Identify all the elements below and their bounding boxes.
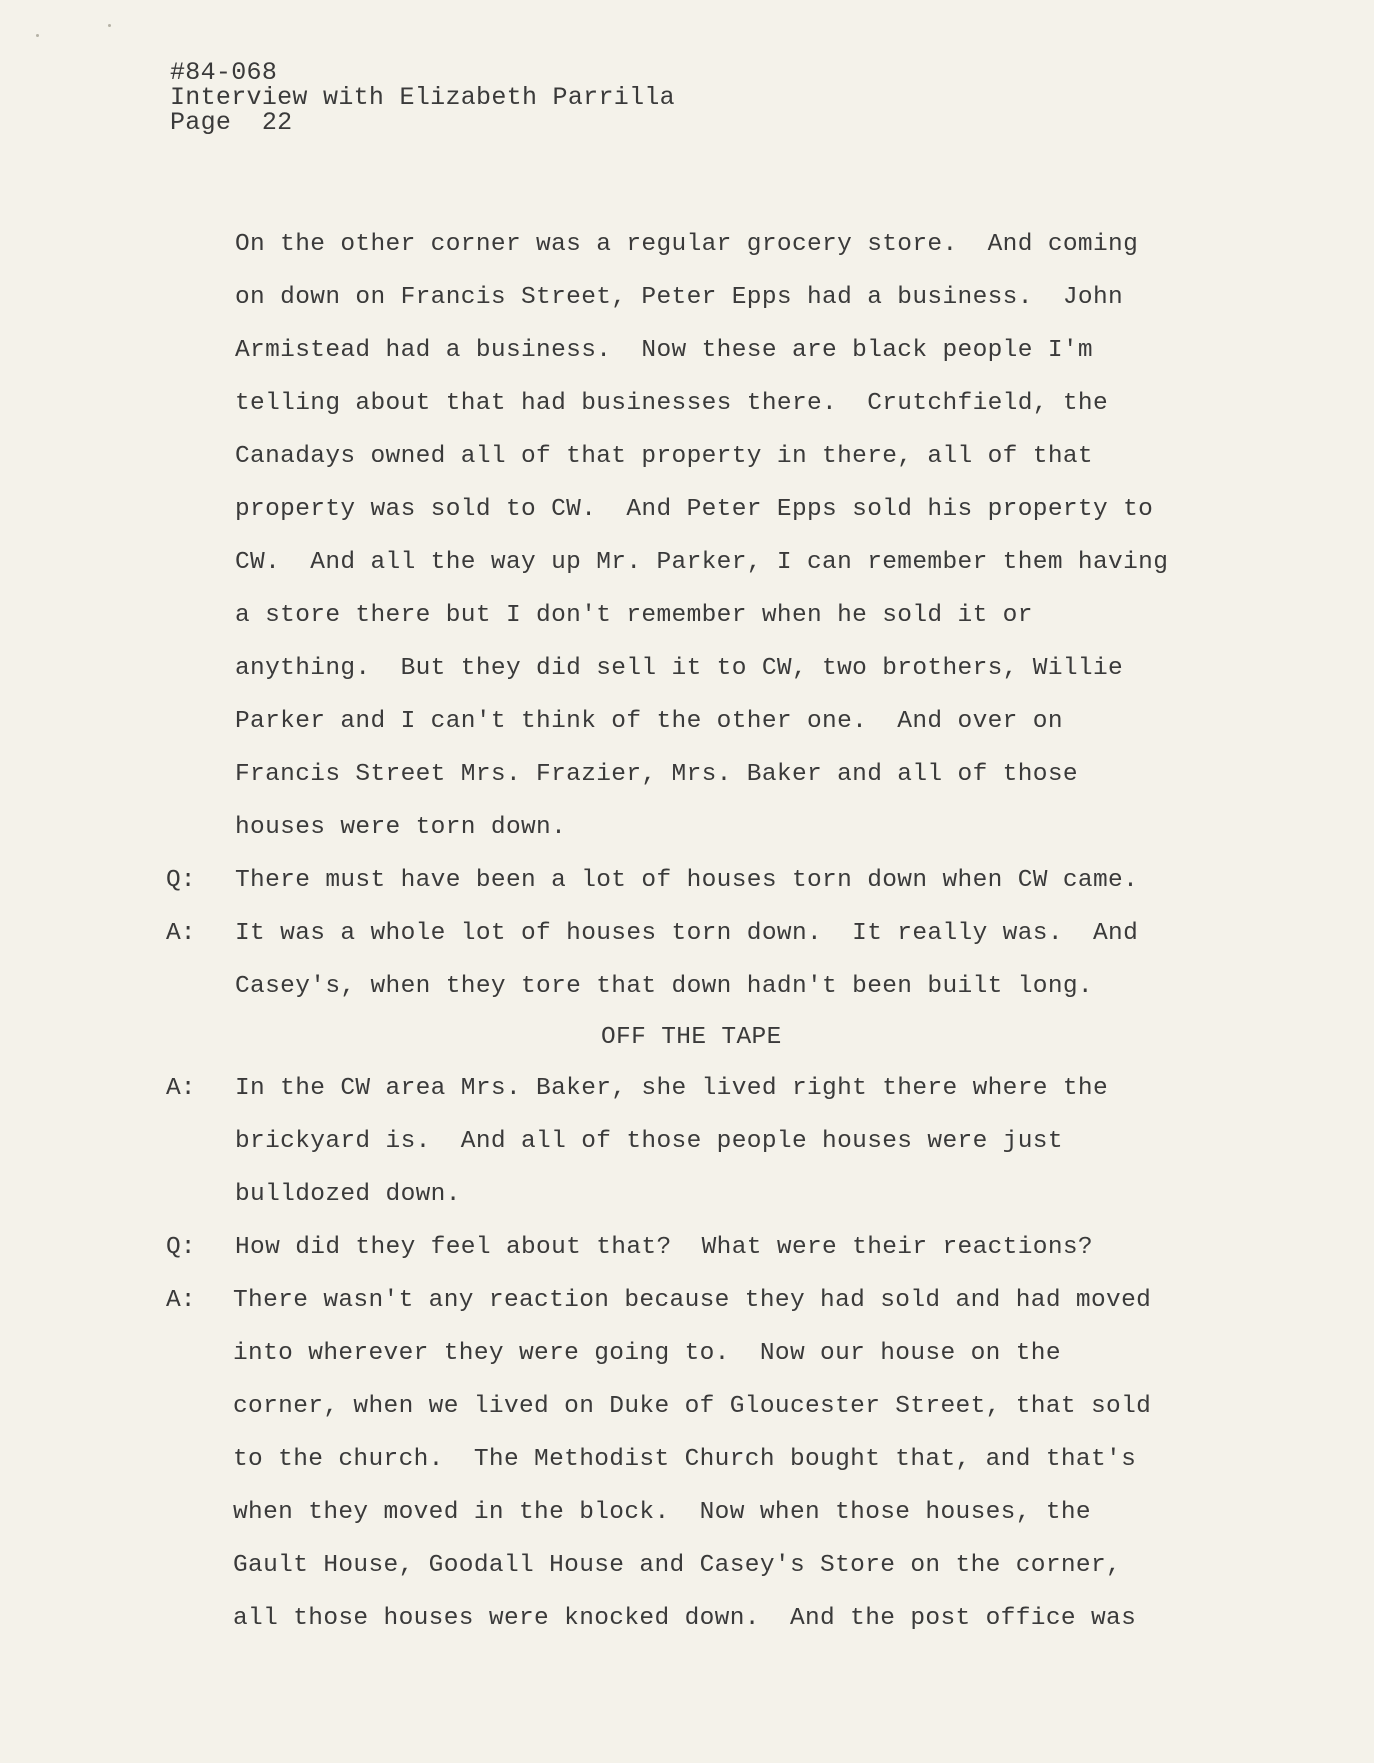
answer-line: In the CW area Mrs. Baker, she lived right there where the [235,1075,1109,1102]
answer-line: all those houses were knocked down. And the post office was [233,1605,1137,1632]
transcript-line: Canadays owned all of that property in there, all of that [235,443,1093,470]
answer-line: bulldozed down. [235,1181,461,1208]
transcript-line: anything. But they did sell it to CW, two brothers, Willie [235,655,1124,682]
transcript-line: property was sold to CW. And Peter Epps sold his property to [235,496,1154,523]
speaker-label-q: Q: [166,1234,196,1261]
speaker-label-a: A: [166,1075,196,1102]
transcript-line: Parker and I can't think of the other one. And over on [235,708,1063,735]
interview-title: Interview with Elizabeth Parrilla [170,83,675,112]
answer-line: to the church. The Methodist Church bought that, and that's [233,1446,1137,1473]
transcript-line: telling about that had businesses there. Crutchfield, the [235,390,1109,417]
transcript-line: Francis Street Mrs. Frazier, Mrs. Baker and all of those [235,761,1078,788]
page-number: Page 22 [170,108,293,137]
answer-line: Gault House, Goodall House and Casey's Store on the corner, [233,1552,1122,1579]
paper-speck [108,24,111,27]
transcript-line: CW. And all the way up Mr. Parker, I can remember them having [235,549,1169,576]
transcript-line: Armistead had a business. Now these are black people I'm [235,337,1093,364]
speaker-label-a: A: [166,1287,196,1314]
transcript-line: On the other corner was a regular grocery store. And coming [235,231,1139,258]
answer-line: corner, when we lived on Duke of Gloucester Street, that sold [233,1393,1152,1420]
answer-line: Casey's, when they tore that down hadn't been built long. [235,973,1093,1000]
speaker-label-q: Q: [166,867,196,894]
speaker-label-a: A: [166,920,196,947]
answer-line: brickyard is. And all of those people houses were just [235,1128,1063,1155]
answer-line: into wherever they were going to. Now our house on the [233,1340,1061,1367]
paper-speck [36,34,39,37]
page-header [170,60,675,135]
answer-line: It was a whole lot of houses torn down. It really was. And [235,920,1139,947]
question-line: There must have been a lot of houses torn down when CW came. [235,867,1139,894]
document-id: #84-068 [170,58,278,87]
answer-line: when they moved in the block. Now when those houses, the [233,1499,1091,1526]
off-tape-note: OFF THE TAPE [601,1024,782,1051]
transcript-line: a store there but I don't remember when he sold it or [235,602,1033,629]
question-line: How did they feel about that? What were their reactions? [235,1234,1093,1261]
answer-line: There wasn't any reaction because they had sold and had moved [233,1287,1152,1314]
transcript-line: houses were torn down. [235,814,567,841]
transcript-line: on down on Francis Street, Peter Epps had a business. John [235,284,1124,311]
